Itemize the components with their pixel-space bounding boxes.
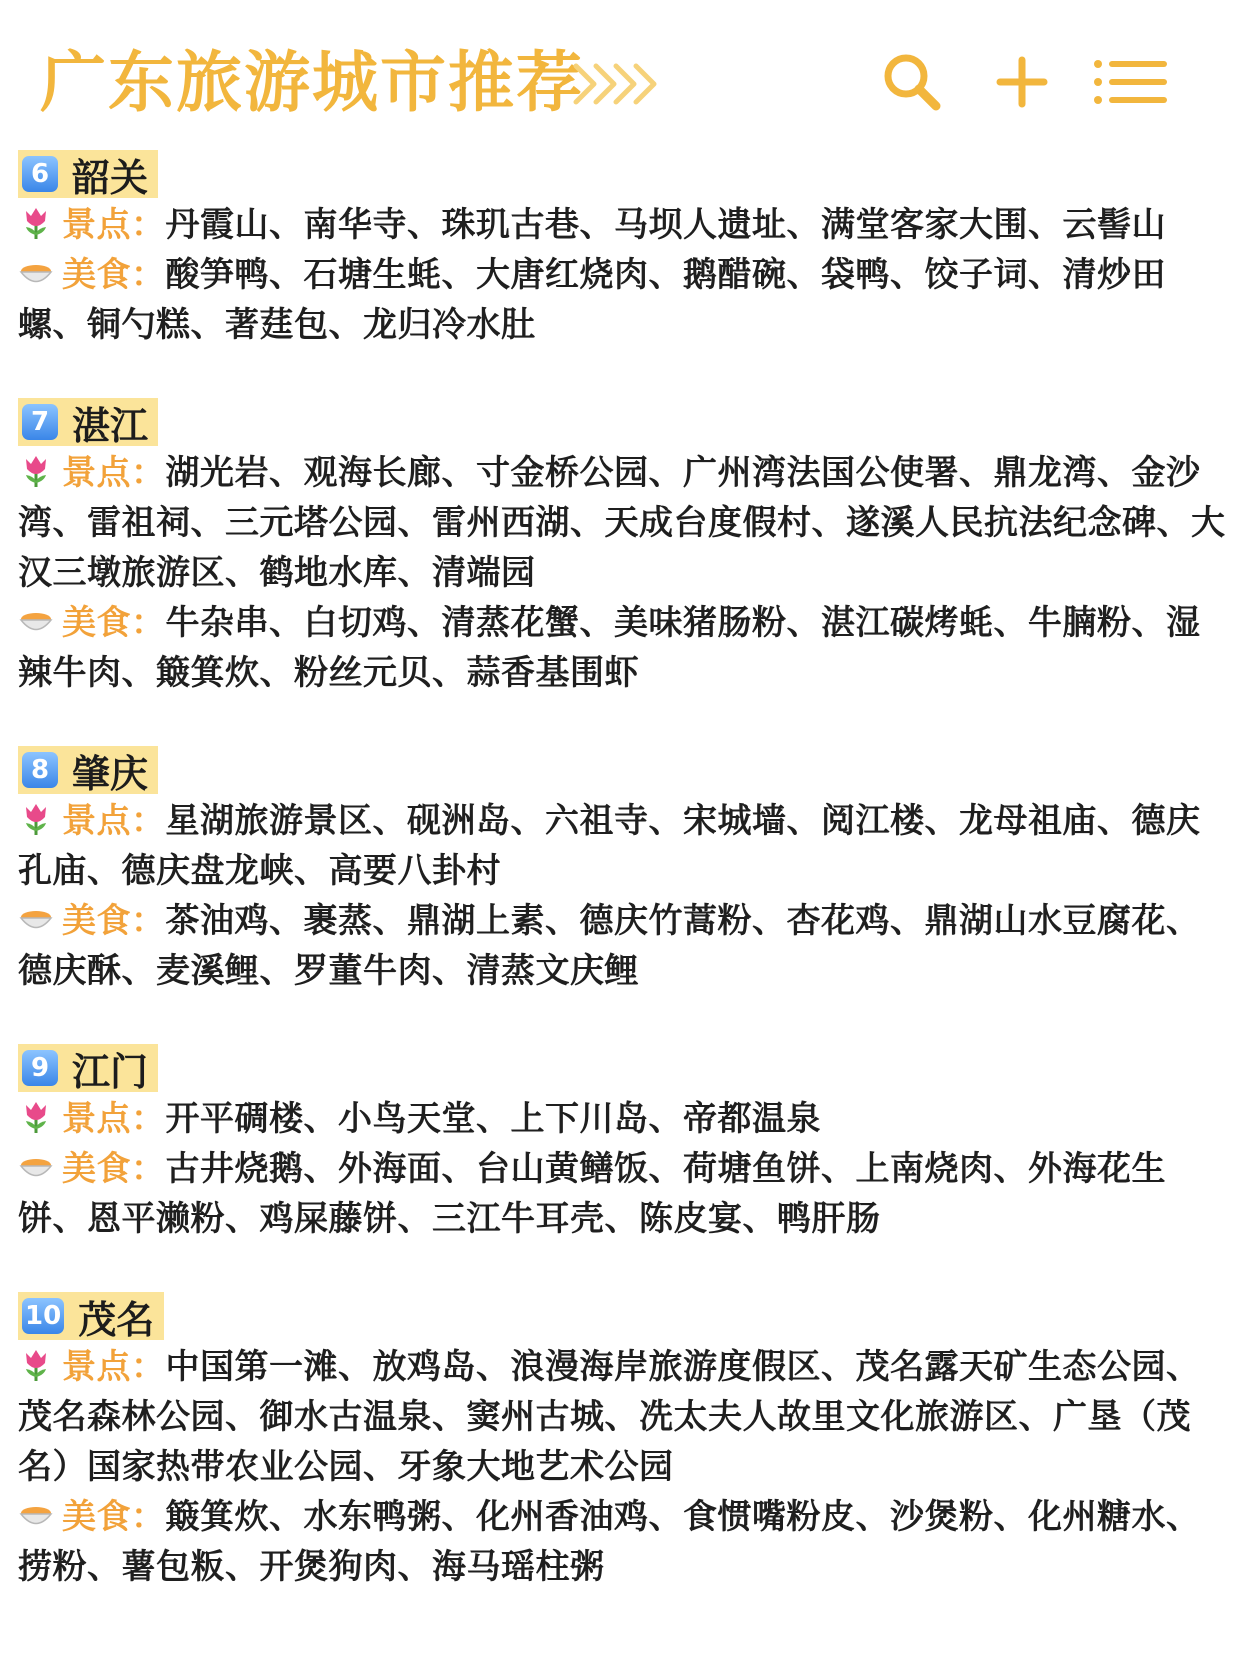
- search-icon[interactable]: [880, 50, 944, 114]
- food-text: 茶油鸡、裹蒸、鼎湖上素、德庆竹蒿粉、杏花鸡、鼎湖山水豆腐花、德庆酥、麦溪鲤、罗董牛肉、清蒸文庆鲤: [18, 901, 1201, 991]
- menu-icon[interactable]: [1090, 50, 1170, 114]
- number-badge: 7: [22, 404, 58, 440]
- number-badge: 10: [22, 1298, 64, 1334]
- food-label: 美食：: [62, 1149, 166, 1189]
- page-header: [40, 38, 1210, 128]
- food-label: 美食：: [62, 1497, 166, 1537]
- city-name: 湛江: [72, 403, 149, 448]
- food-text: 簸箕炊、水东鸭粥、化州香油鸡、食惯嘴粉皮、沙煲粉、化州糖水、捞粉、薯包粄、开煲狗肉、海马瑶柱粥: [18, 1497, 1201, 1587]
- food-bowl-icon: [18, 1149, 54, 1185]
- food-label: 美食：: [62, 255, 166, 295]
- food-bowl-icon: [18, 255, 54, 291]
- sights-text: 湖光岩、观海长廊、寸金桥公园、广州湾法国公使署、鼎龙湾、金沙湾、雷祖祠、三元塔公园、雷州西湖、天成台度假村、遂溪人民抗法纪念碑、大汉三墩旅游区、鹤地水库、清端园: [18, 453, 1226, 593]
- city-name: 肇庆: [72, 751, 149, 796]
- sights-label: 景点：: [62, 801, 166, 841]
- city-heading: [18, 398, 158, 446]
- food-text: 古井烧鹅、外海面、台山黄鳝饭、荷塘鱼饼、上南烧肉、外海花生饼、恩平濑粉、鸡屎藤饼、三江牛耳壳、陈皮宴、鸭肝肠: [18, 1149, 1166, 1239]
- food-label: 美食：: [62, 603, 166, 643]
- food-text: 牛杂串、白切鸡、清蒸花蟹、美味猪肠粉、湛江碳烤蚝、牛腩粉、湿辣牛肉、簸箕炊、粉丝元贝、蒜香基围虾: [18, 603, 1201, 693]
- city-section: [18, 150, 1230, 350]
- sights-label: 景点：: [62, 453, 166, 493]
- food-line: [18, 250, 1230, 350]
- sights-text: 开平碉楼、小鸟天堂、上下川岛、帝都温泉: [165, 1099, 821, 1139]
- food-text: 酸笋鸭、石塘生蚝、大唐红烧肉、鹅醋碗、袋鸭、饺子词、清炒田螺、铜勺糕、著莛包、龙归冷水肚: [18, 255, 1166, 345]
- city-section: [18, 746, 1230, 996]
- sights-text: 中国第一滩、放鸡岛、浪漫海岸旅游度假区、茂名露天矿生态公园、茂名森林公园、御水古温泉、窦州古城、冼太夫人故里文化旅游区、广垦（茂名）国家热带农业公园、牙象大地艺术公园: [18, 1347, 1201, 1487]
- city-heading: [18, 1292, 164, 1340]
- city-heading: [18, 1044, 158, 1092]
- food-line: [18, 1144, 1230, 1244]
- tulip-icon: [18, 453, 54, 489]
- tulip-icon: [18, 801, 54, 837]
- page-title: 广东旅游城市推荐: [40, 44, 584, 121]
- sights-line: [18, 448, 1230, 598]
- number-badge: 6: [22, 156, 58, 192]
- city-list: [18, 150, 1230, 1640]
- food-label: 美食：: [62, 901, 166, 941]
- chevrons-right-icon: [568, 60, 668, 108]
- city-name: 江门: [72, 1049, 149, 1094]
- sights-label: 景点：: [62, 1347, 166, 1387]
- city-heading: [18, 150, 158, 198]
- city-section: [18, 1044, 1230, 1244]
- food-line: [18, 598, 1230, 698]
- sights-line: [18, 1342, 1230, 1492]
- sights-text: 星湖旅游景区、砚洲岛、六祖寺、宋城墙、阅江楼、龙母祖庙、德庆孔庙、德庆盘龙峡、高要八卦村: [18, 801, 1201, 891]
- tulip-icon: [18, 205, 54, 241]
- food-bowl-icon: [18, 603, 54, 639]
- city-name: 茂名: [78, 1297, 155, 1342]
- city-section: [18, 1292, 1230, 1592]
- number-badge: 8: [22, 752, 58, 788]
- food-line: [18, 1492, 1230, 1592]
- tulip-icon: [18, 1099, 54, 1135]
- sights-line: [18, 1094, 1230, 1144]
- sights-line: [18, 200, 1230, 250]
- city-heading: [18, 746, 158, 794]
- sights-label: 景点：: [62, 205, 166, 245]
- sights-line: [18, 796, 1230, 896]
- city-section: [18, 398, 1230, 698]
- number-badge: 9: [22, 1050, 58, 1086]
- tulip-icon: [18, 1347, 54, 1383]
- plus-icon[interactable]: [990, 50, 1054, 114]
- food-line: [18, 896, 1230, 996]
- food-bowl-icon: [18, 1497, 54, 1533]
- sights-text: 丹霞山、南华寺、珠玑古巷、马坝人遗址、满堂客家大围、云髻山: [165, 205, 1166, 245]
- city-name: 韶关: [72, 155, 149, 200]
- food-bowl-icon: [18, 901, 54, 937]
- sights-label: 景点：: [62, 1099, 166, 1139]
